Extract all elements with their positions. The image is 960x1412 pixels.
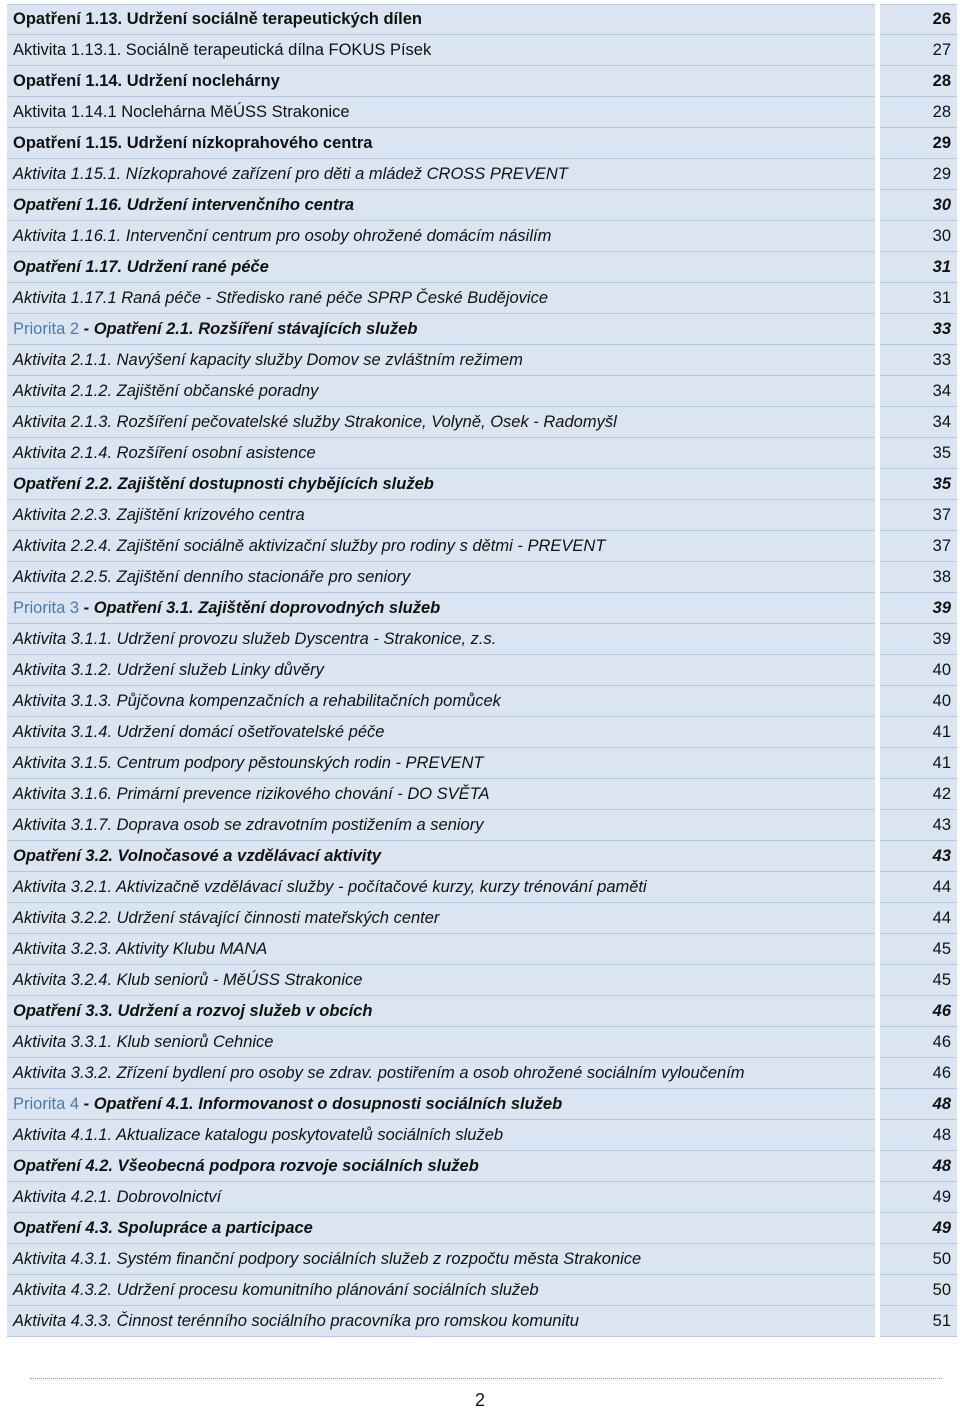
toc-entry-page-number[interactable]: 50 <box>880 1275 957 1306</box>
toc-entry-title[interactable]: Aktivita 3.1.3. Půjčovna kompenzačních a rehabilitačních pomůcek <box>7 686 875 717</box>
toc-entry-page-number[interactable]: 41 <box>880 717 957 748</box>
toc-entry-page-number[interactable]: 41 <box>880 748 957 779</box>
toc-entry-title[interactable]: Aktivita 4.3.2. Udržení procesu komunitního plánování sociálních služeb <box>7 1275 875 1306</box>
toc-entry-title[interactable]: Opatření 1.15. Udržení nízkoprahového centra <box>7 128 875 159</box>
toc-entry-page-number[interactable]: 28 <box>880 97 957 128</box>
toc-entry-page-number[interactable]: 45 <box>880 965 957 996</box>
toc-entry-page-number[interactable]: 31 <box>880 283 957 314</box>
toc-entry-aktivita[interactable] <box>7 1244 957 1275</box>
toc-entry-opatreni[interactable] <box>7 469 957 500</box>
toc-entry-aktivita[interactable] <box>7 438 957 469</box>
toc-entry-title[interactable] <box>7 593 875 624</box>
toc-entry-title[interactable]: Aktivita 2.1.1. Navýšení kapacity služby Domov se zvláštním režimem <box>7 345 875 376</box>
priority-measure-label: - Opatření 3.1. Zajištění doprovodných služeb <box>79 598 441 617</box>
toc-entry-page-number[interactable]: 42 <box>880 779 957 810</box>
toc-entry-page-number[interactable]: 43 <box>880 841 957 872</box>
toc-entry-title[interactable]: Aktivita 4.3.1. Systém finanční podpory sociálních služeb z rozpočtu města Strakonice <box>7 1244 875 1275</box>
toc-entry-page-number[interactable]: 34 <box>880 407 957 438</box>
toc-entry-title[interactable]: Opatření 1.14. Udržení noclehárny <box>7 66 875 97</box>
toc-entry-title[interactable]: Opatření 1.17. Udržení rané péče <box>7 252 875 283</box>
toc-entry-title[interactable]: Aktivita 2.2.3. Zajištění krizového centra <box>7 500 875 531</box>
priority-label: Priorita 2 <box>13 319 80 338</box>
toc-entry-page-number[interactable]: 43 <box>880 810 957 841</box>
toc-entry-title[interactable]: Aktivita 2.1.3. Rozšíření pečovatelské služby Strakonice, Volyně, Osek - Radomyšl <box>7 407 875 438</box>
toc-entry-page-number[interactable]: 35 <box>880 469 957 500</box>
toc-entry-aktivita[interactable] <box>7 624 957 655</box>
toc-entry-title[interactable]: Aktivita 2.2.5. Zajištění denního stacionáře pro seniory <box>7 562 875 593</box>
toc-entry-page-number[interactable]: 48 <box>880 1089 957 1120</box>
toc-entry-page-number[interactable]: 40 <box>880 655 957 686</box>
toc-entry-priorita[interactable] <box>7 593 957 624</box>
toc-entry-opatreni[interactable] <box>7 190 957 221</box>
toc-entry-aktivita[interactable] <box>7 407 957 438</box>
toc-entry-page-number[interactable]: 30 <box>880 190 957 221</box>
toc-entry-aktivita[interactable] <box>7 748 957 779</box>
toc-entry-title[interactable]: Aktivita 2.2.4. Zajištění sociálně aktivizační služby pro rodiny s dětmi - PREVENT <box>7 531 875 562</box>
toc-entry-opatreni[interactable] <box>7 252 957 283</box>
toc-entry-aktivita[interactable] <box>7 779 957 810</box>
toc-entry-aktivita[interactable] <box>7 97 957 128</box>
toc-entry-aktivita[interactable] <box>7 1027 957 1058</box>
toc-entry-title[interactable]: Opatření 1.16. Udržení intervenčního centra <box>7 190 875 221</box>
priority-label: Priorita 3 <box>13 598 80 617</box>
toc-entry-opatreni[interactable] <box>7 128 957 159</box>
toc-entry-title[interactable] <box>7 314 875 345</box>
toc-entry-page-number[interactable]: 33 <box>880 345 957 376</box>
toc-entry-aktivita[interactable] <box>7 934 957 965</box>
toc-entry-page-number[interactable]: 34 <box>880 376 957 407</box>
toc-entry-title[interactable]: Aktivita 4.2.1. Dobrovolnictví <box>7 1182 875 1213</box>
toc-entry-title[interactable]: Aktivita 2.1.2. Zajištění občanské poradny <box>7 376 875 407</box>
toc-entry-aktivita[interactable] <box>7 1182 957 1213</box>
toc-entry-aktivita[interactable] <box>7 1058 957 1089</box>
toc-entry-page-number[interactable]: 37 <box>880 500 957 531</box>
table-of-contents <box>7 4 957 1337</box>
toc-entry-aktivita[interactable] <box>7 1275 957 1306</box>
toc-entry-page-number[interactable]: 45 <box>880 934 957 965</box>
toc-entry-page-number[interactable]: 33 <box>880 314 957 345</box>
toc-entry-title[interactable]: Aktivita 2.1.4. Rozšíření osobní asistence <box>7 438 875 469</box>
toc-entry-title[interactable]: Opatření 2.2. Zajištění dostupnosti chybějících služeb <box>7 469 875 500</box>
toc-entry-page-number[interactable]: 27 <box>880 35 957 66</box>
toc-entry-title[interactable]: Aktivita 1.13.1. Sociálně terapeutická dílna FOKUS Písek <box>7 35 875 66</box>
toc-entry-aktivita[interactable] <box>7 345 957 376</box>
toc-entry-page-number[interactable]: 44 <box>880 872 957 903</box>
toc-entry-page-number[interactable]: 50 <box>880 1244 957 1275</box>
toc-entry-title[interactable]: Aktivita 4.3.3. Činnost terénního sociálního pracovníka pro romskou komunitu <box>7 1306 875 1337</box>
toc-entry-aktivita[interactable] <box>7 1306 957 1337</box>
toc-entry-title[interactable] <box>7 1089 875 1120</box>
toc-entry-page-number[interactable]: 38 <box>880 562 957 593</box>
toc-entry-title[interactable]: Opatření 3.2. Volnočasové a vzdělávací aktivity <box>7 841 875 872</box>
toc-entry-title[interactable]: Aktivita 4.1.1. Aktualizace katalogu poskytovatelů sociálních služeb <box>7 1120 875 1151</box>
toc-entry-page-number[interactable]: 39 <box>880 593 957 624</box>
toc-entry-priorita[interactable] <box>7 1089 957 1120</box>
toc-entry-title[interactable]: Opatření 1.13. Udržení sociálně terapeutických dílen <box>7 4 875 35</box>
toc-entry-page-number[interactable]: 28 <box>880 66 957 97</box>
toc-entry-aktivita[interactable] <box>7 35 957 66</box>
toc-entry-page-number[interactable]: 49 <box>880 1213 957 1244</box>
toc-entry-page-number[interactable]: 49 <box>880 1182 957 1213</box>
toc-entry-title[interactable]: Opatření 3.3. Udržení a rozvoj služeb v obcích <box>7 996 875 1027</box>
toc-entry-title[interactable]: Aktivita 3.1.1. Udržení provozu služeb Dyscentra - Strakonice, z.s. <box>7 624 875 655</box>
toc-entry-aktivita[interactable] <box>7 965 957 996</box>
toc-entry-page-number[interactable]: 46 <box>880 996 957 1027</box>
toc-entry-page-number[interactable]: 44 <box>880 903 957 934</box>
toc-entry-title[interactable]: Opatření 4.2. Všeobecná podpora rozvoje sociálních služeb <box>7 1151 875 1182</box>
toc-entry-opatreni[interactable] <box>7 1213 957 1244</box>
toc-entry-title[interactable]: Aktivita 3.3.1. Klub seniorů Cehnice <box>7 1027 875 1058</box>
footer-divider <box>30 1378 942 1379</box>
toc-entry-title[interactable]: Aktivita 3.2.2. Udržení stávající činnosti mateřských center <box>7 903 875 934</box>
toc-entry-title[interactable]: Aktivita 3.1.6. Primární prevence rizikového chování - DO SVĚTA <box>7 779 875 810</box>
toc-entry-page-number[interactable]: 26 <box>880 4 957 35</box>
toc-entry-aktivita[interactable] <box>7 500 957 531</box>
toc-entry-page-number[interactable]: 39 <box>880 624 957 655</box>
toc-entry-aktivita[interactable] <box>7 283 957 314</box>
toc-entry-aktivita[interactable] <box>7 159 957 190</box>
toc-entry-page-number[interactable]: 35 <box>880 438 957 469</box>
toc-entry-title[interactable]: Opatření 4.3. Spolupráce a participace <box>7 1213 875 1244</box>
toc-entry-aktivita[interactable] <box>7 531 957 562</box>
toc-entry-page-number[interactable]: 29 <box>880 128 957 159</box>
toc-entry-opatreni[interactable] <box>7 841 957 872</box>
toc-entry-page-number[interactable]: 46 <box>880 1027 957 1058</box>
toc-entry-title[interactable]: Aktivita 3.2.1. Aktivizačně vzdělávací služby - počítačové kurzy, kurzy trénování paměti <box>7 872 875 903</box>
toc-entry-title[interactable]: Aktivita 3.1.4. Udržení domácí ošetřovatelské péče <box>7 717 875 748</box>
toc-entry-page-number[interactable]: 29 <box>880 159 957 190</box>
toc-entry-title[interactable]: Aktivita 3.1.7. Doprava osob se zdravotním postižením a seniory <box>7 810 875 841</box>
toc-entry-page-number[interactable]: 48 <box>880 1151 957 1182</box>
toc-entry-page-number[interactable]: 46 <box>880 1058 957 1089</box>
toc-entry-aktivita[interactable] <box>7 717 957 748</box>
toc-entry-opatreni[interactable] <box>7 996 957 1027</box>
toc-entry-priorita[interactable] <box>7 314 957 345</box>
toc-entry-page-number[interactable]: 31 <box>880 252 957 283</box>
toc-entry-page-number[interactable]: 51 <box>880 1306 957 1337</box>
toc-entry-aktivita[interactable] <box>7 1120 957 1151</box>
toc-entry-title[interactable]: Aktivita 3.1.2. Udržení služeb Linky důvěry <box>7 655 875 686</box>
toc-entry-page-number[interactable]: 30 <box>880 221 957 252</box>
priority-measure-label: - Opatření 4.1. Informovanost o dosupnosti sociálních služeb <box>79 1094 563 1113</box>
toc-entry-title[interactable]: Aktivita 1.15.1. Nízkoprahové zařízení pro děti a mládež CROSS PREVENT <box>7 159 875 190</box>
toc-entry-title[interactable]: Aktivita 1.17.1 Raná péče - Středisko rané péče SPRP České Budějovice <box>7 283 875 314</box>
toc-entry-opatreni[interactable] <box>7 66 957 97</box>
toc-entry-aktivita[interactable] <box>7 810 957 841</box>
toc-entry-aktivita[interactable] <box>7 655 957 686</box>
toc-entry-aktivita[interactable] <box>7 562 957 593</box>
toc-entry-title[interactable]: Aktivita 3.2.4. Klub seniorů - MěÚSS Strakonice <box>7 965 875 996</box>
toc-entry-aktivita[interactable] <box>7 376 957 407</box>
toc-entry-aktivita[interactable] <box>7 686 957 717</box>
toc-entry-aktivita[interactable] <box>7 221 957 252</box>
toc-entry-aktivita[interactable] <box>7 903 957 934</box>
toc-entry-page-number[interactable]: 40 <box>880 686 957 717</box>
toc-entry-title[interactable]: Aktivita 1.16.1. Intervenční centrum pro osoby ohrožené domácím násilím <box>7 221 875 252</box>
toc-entry-title[interactable]: Aktivita 3.1.5. Centrum podpory pěstounských rodin - PREVENT <box>7 748 875 779</box>
toc-entry-aktivita[interactable] <box>7 872 957 903</box>
toc-entry-opatreni[interactable] <box>7 1151 957 1182</box>
toc-entry-page-number[interactable]: 37 <box>880 531 957 562</box>
priority-label: Priorita 4 <box>13 1094 80 1113</box>
toc-entry-title[interactable]: Aktivita 3.3.2. Zřízení bydlení pro osoby se zdrav. postiřením a osob ohrožené sociálním vyloučením <box>7 1058 875 1089</box>
page-number: 2 <box>474 1390 485 1410</box>
priority-measure-label: - Opatření 2.1. Rozšíření stávajících služeb <box>79 319 418 338</box>
toc-entry-title[interactable]: Aktivita 3.2.3. Aktivity Klubu MANA <box>7 934 875 965</box>
toc-entry-title[interactable]: Aktivita 1.14.1 Noclehárna MěÚSS Strakonice <box>7 97 875 128</box>
toc-entry-opatreni[interactable] <box>7 4 957 35</box>
toc-entry-page-number[interactable]: 48 <box>880 1120 957 1151</box>
